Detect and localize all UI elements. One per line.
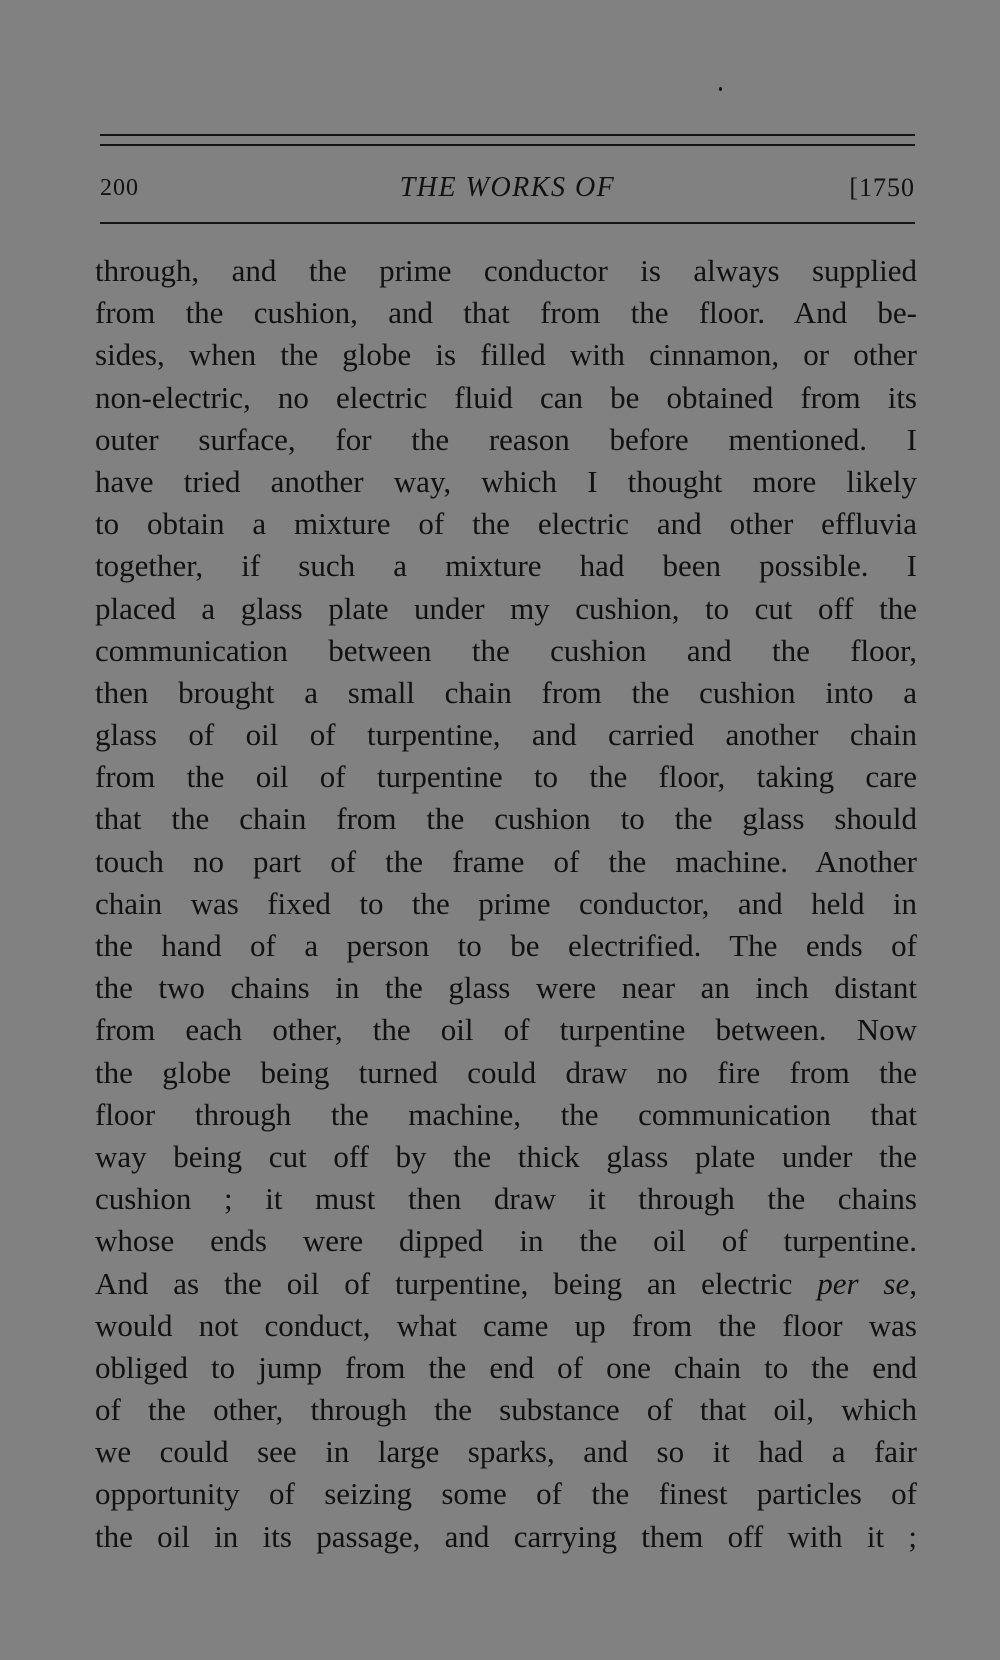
text-line: whose ends were dipped in the oil of turpentine. [95, 1223, 917, 1259]
text-line-part: And as the oil of turpentine, being an electric [95, 1265, 793, 1301]
text-line: of the other, through the substance of that oil, which [95, 1392, 917, 1428]
text-line: then brought a small chain from the cushion into a [95, 674, 917, 710]
text-line: through, and the prime conductor is always supplied [95, 253, 917, 288]
text-line: the two chains in the glass were near an inch distant [95, 970, 917, 1006]
text-line: outer surface, for the reason before mentioned. I [95, 421, 917, 457]
text-line: opportunity of seizing some of the finest particles of [95, 1476, 917, 1512]
text-line: the globe being turned could draw no fire from the [95, 1054, 917, 1090]
text-line: floor through the machine, the communication that [95, 1096, 917, 1132]
running-title: THE WORKS OF [399, 172, 616, 203]
text-line: we could see in large sparks, and so it had a fair [95, 1434, 917, 1470]
text-line: cushion ; it must then draw it through the chains [95, 1181, 917, 1217]
text-line: communication between the cushion and the floor, [95, 632, 917, 668]
text-line: to obtain a mixture of the electric and other effluvia [95, 506, 917, 542]
text-line-with-italic [95, 1263, 917, 1305]
text-line: obliged to jump from the end of one chain to the end [95, 1349, 917, 1385]
text-line: from each other, the oil of turpentine between. Now [95, 1012, 917, 1048]
text-line: way being cut off by the thick glass plate under the [95, 1138, 917, 1174]
text-line: the hand of a person to be electrified. The ends of [95, 928, 917, 963]
print-speck [719, 87, 722, 91]
page-number: 200 [100, 175, 139, 201]
text-line: placed a glass plate under my cushion, to cut off the [95, 590, 917, 626]
italic-phrase: per se, [817, 1265, 917, 1301]
text-line: non-electric, no electric fluid can be obtained from its [95, 379, 917, 415]
text-line: would not conduct, what came up from the floor was [95, 1307, 917, 1343]
body-text [95, 250, 917, 1558]
text-line: together, if such a mixture had been possible. I [95, 548, 917, 584]
text-line: the oil in its passage, and carrying them off with it ; [95, 1518, 917, 1554]
text-line: glass of oil of turpentine, and carried another chain [95, 717, 917, 753]
header-rule-top [100, 134, 915, 136]
text-line: touch no part of the frame of the machine. Another [95, 843, 917, 879]
running-header [100, 168, 915, 208]
header-rule-second [100, 144, 915, 146]
year-marker: [1750 [849, 173, 915, 202]
text-line: chain was fixed to the prime conductor, and held in [95, 885, 917, 921]
header-rule-bottom [100, 222, 915, 224]
text-line: have tried another way, which I thought more likely [95, 463, 917, 499]
text-line: sides, when the globe is filled with cinnamon, or other [95, 337, 917, 373]
text-line: from the cushion, and that from the floor. And be- [95, 295, 917, 331]
text-line: from the oil of turpentine to the floor, taking care [95, 759, 917, 795]
text-line: that the chain from the cushion to the glass should [95, 801, 917, 837]
